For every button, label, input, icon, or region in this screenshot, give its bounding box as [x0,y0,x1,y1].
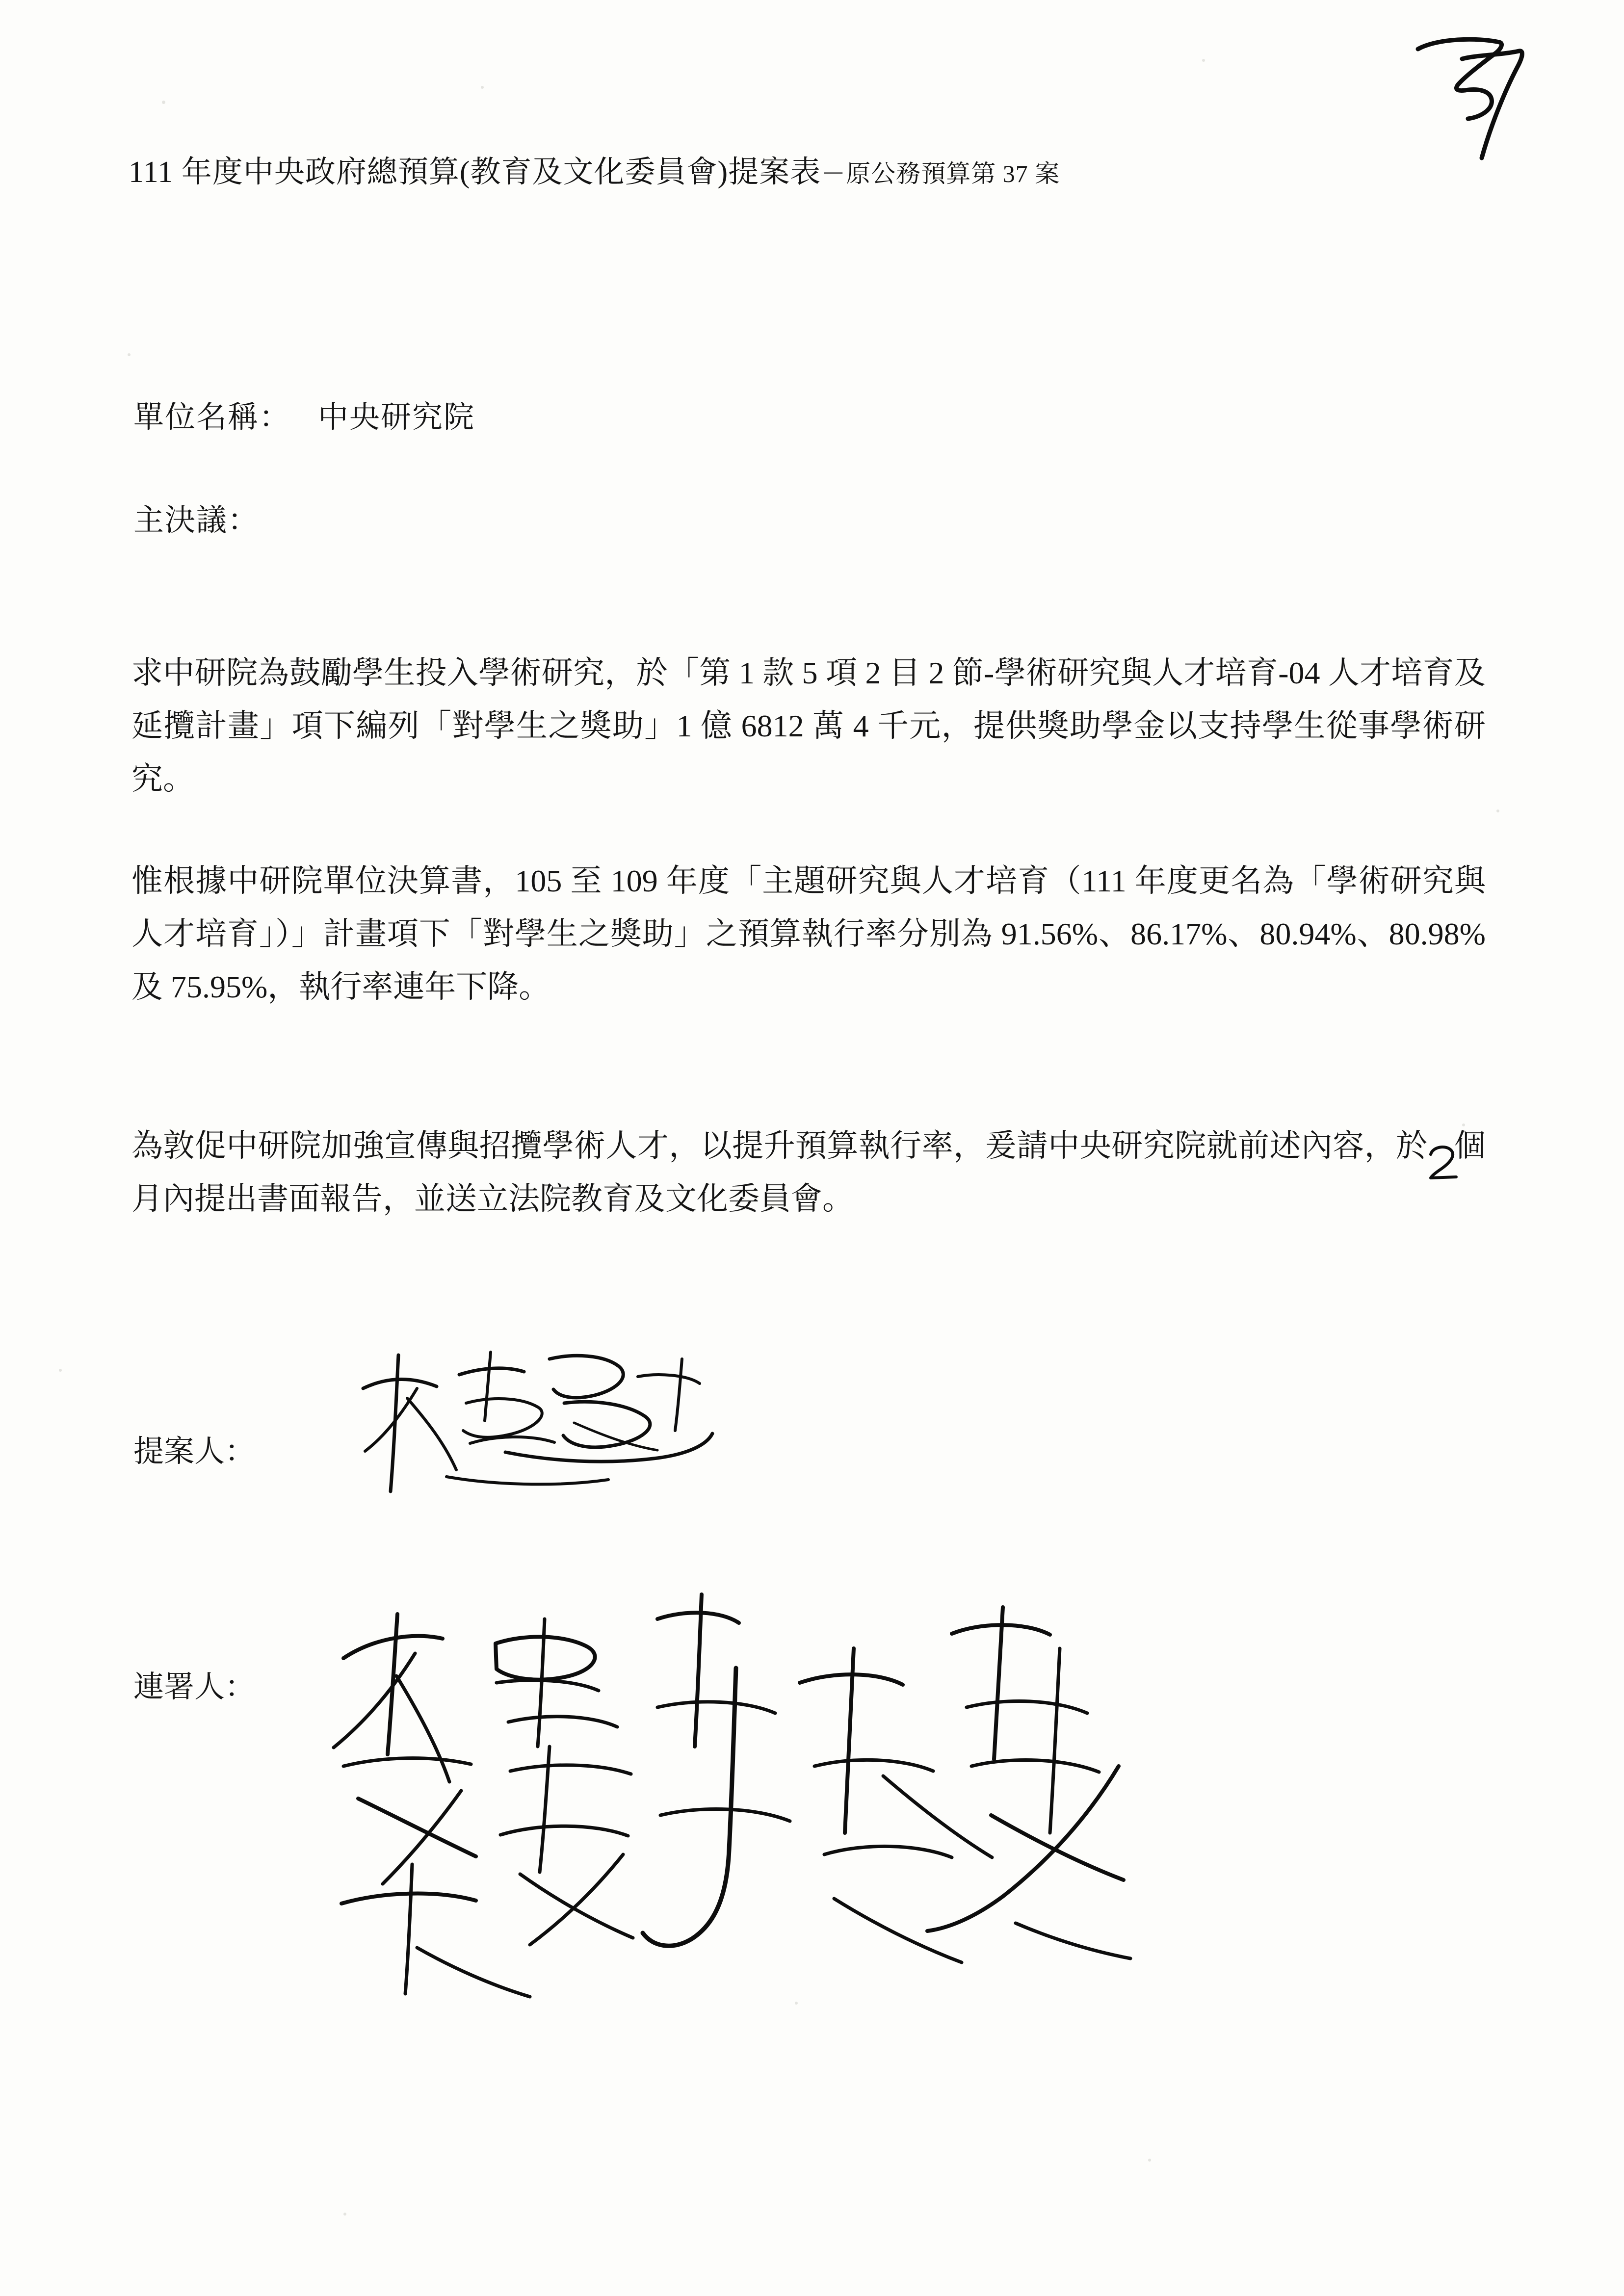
resolution-paragraph-2 [131,855,1486,1017]
resolution-paragraph-3-text [131,1120,1486,1226]
page-title-suffix: －原公務預算第 37 案 [821,160,1060,187]
field-unit-name [133,392,475,436]
scan-speck [1496,809,1499,812]
resolution-paragraph-3 [131,1120,1486,1228]
page-title-text: 111 年度中央政府總預算(教育及文化委員會)提案表 [129,156,821,189]
field-main-resolution [133,496,259,539]
field-unit-name-value: 中央研究院 [318,401,475,434]
scan-speck [795,2002,798,2005]
proposer-label: 提案人： [133,1435,256,1468]
cosigner-label-row [133,1662,255,1706]
scan-speck [128,353,131,356]
field-main-resolution-label: 主決議： [133,504,260,537]
page-title [129,147,1483,191]
scan-speck [162,101,165,104]
scan-speck [343,2213,346,2216]
paragraph-3-before: 為敦促中研院加強宣傳與招攬學術人才，以提升預算執行率，爰請中央研究院就前述內容，於 [131,1128,1428,1163]
scan-speck [1202,59,1205,62]
resolution-paragraph-2-text: 惟根據中研院單位決算書，105 至 109 年度「主題研究與人才培育（111 年度更名為「學術研究與人才培育」）」計畫項下「對學生之獎助」之預算執行率分別為 91.56%、86.17%、80.94%、80.98%及 75.95%，執行率連年下降。 [131,863,1486,1004]
scan-speck [1148,2159,1151,2162]
cosigner-label: 連署人： [133,1670,256,1704]
resolution-paragraph-1-text: 求中研院為鼓勵學生投入學術研究，於「第 1 款 5 項 2 目 2 節-學術研究與人才培育-04 人才培育及延攬計畫」項下編列「對學生之獎助」1 億 6812 萬 4 千元，提供獎助學金以支持學生從事學術研究。 [131,655,1486,796]
cosigner-signature [314,1560,1178,2056]
scan-speck [481,86,484,89]
field-unit-name-label: 單位名稱： [133,401,291,434]
proposer-label-row [133,1427,255,1470]
paragraph-3-after: 個月內提出書面報告，並送立法院教育及文化委員會。 [131,1128,1486,1216]
scan-speck [59,1369,62,1372]
proposer-signature [343,1330,834,1536]
resolution-paragraph-1 [131,647,1486,809]
